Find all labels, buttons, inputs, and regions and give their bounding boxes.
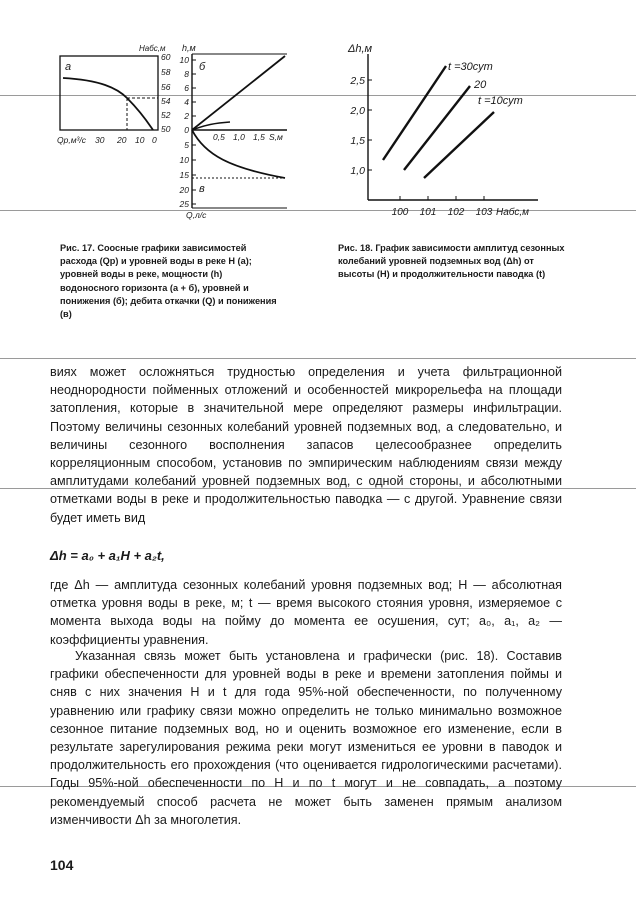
- svg-text:6: 6: [184, 83, 189, 93]
- paragraph-2: где Δh — амплитуда сезонных колебаний уровня подземных вод; H — абсолютная отметка уровня воды в реке, м; t — время высокого стояния уровня, измеряемое с момента выхода воды на пойму до момента ее осушения, сут; a₀, a₁, a₂ — коэффициенты уравнения.: [50, 578, 562, 647]
- svg-text:1,0: 1,0: [350, 165, 365, 177]
- fig18-line-t20: [404, 86, 470, 170]
- svg-text:S,м: S,м: [269, 132, 283, 142]
- fig17-y-label: h,м: [182, 43, 196, 53]
- fig17-line-b: [192, 56, 285, 130]
- fig18-x-tick-labels: [392, 207, 493, 218]
- fig17-label-b: б: [199, 61, 206, 73]
- svg-text:103: 103: [475, 207, 493, 218]
- fig18-label-t20: 20: [474, 79, 487, 91]
- fig18-x-label: Hабс,м: [496, 207, 530, 218]
- svg-text:4: 4: [184, 97, 189, 107]
- svg-text:101: 101: [419, 207, 437, 218]
- svg-text:1,5: 1,5: [350, 135, 365, 147]
- fig17-left-xticks: [57, 135, 157, 145]
- svg-text:Hабс,м: Hабс,м: [139, 44, 166, 53]
- svg-text:0: 0: [184, 125, 189, 135]
- figure-18-caption: Рис. 18. График зависимости амплитуд сезонных колебаний уровней подземных вод (Δh) от высоты (H) и продолжительности паводка (t): [338, 243, 565, 280]
- svg-text:10: 10: [179, 155, 189, 165]
- svg-text:50: 50: [161, 124, 171, 134]
- fig17-bottom-tick-labels: [179, 140, 190, 209]
- svg-text:60: 60: [161, 52, 171, 62]
- svg-text:56: 56: [161, 82, 171, 92]
- fig17-left-frame: [60, 56, 158, 130]
- svg-text:10: 10: [135, 135, 145, 145]
- fig17-curve-a: [63, 78, 153, 130]
- fig17-right-ticks: [139, 44, 171, 134]
- fig18-label-t30: t =30сут: [448, 61, 493, 73]
- fig18-y-label: Δh,м: [348, 43, 373, 55]
- fig17-q-label: Q,л/с: [186, 210, 207, 220]
- svg-text:15: 15: [179, 170, 189, 180]
- scan-line: [0, 358, 636, 359]
- svg-text:52: 52: [161, 110, 171, 120]
- svg-text:10: 10: [179, 55, 189, 65]
- equation: Δh = a₀ + a₁H + a₂t,: [50, 548, 165, 563]
- svg-text:8: 8: [184, 69, 189, 79]
- fig18-line-t30: [383, 66, 446, 160]
- svg-text:25: 25: [179, 199, 189, 209]
- svg-text:54: 54: [161, 96, 171, 106]
- svg-text:5: 5: [184, 140, 189, 150]
- figure-18: [338, 40, 588, 230]
- svg-text:58: 58: [161, 67, 171, 77]
- svg-text:102: 102: [447, 207, 465, 218]
- fig18-y-tick-labels: [349, 75, 365, 177]
- svg-text:1,0: 1,0: [233, 132, 245, 142]
- svg-text:20: 20: [179, 185, 189, 195]
- svg-text:100: 100: [391, 207, 409, 218]
- svg-text:2,5: 2,5: [350, 75, 365, 87]
- svg-text:2: 2: [184, 111, 189, 121]
- svg-text:30: 30: [95, 135, 105, 145]
- fig17-left-label: а: [65, 61, 72, 73]
- svg-text:0,5: 0,5: [213, 132, 225, 142]
- fig18-line-t10: [424, 112, 494, 178]
- figure-17: [55, 40, 295, 230]
- paragraph-1: виях может осложняться трудностью определения и учета фильтрационной неоднородности пойменных отложений и особенностей микрорельефа на площади затопления, которые в значительной мере определяют размеры инфильтрации. Поэтому величины сезонных колебаний уровней подземных вод, а следовательно, и величины сезонного восполнения запасов целесообразнее определить корреляционным способом, установив по эмпирическим наблюдениям связи между амплитудами колебаний уровней подземных вод, с одной стороны, и абсолютными отметками воды в реке и продолжительностью паводка — с другой. Уравнение связи будет иметь вид: [50, 365, 562, 525]
- svg-text:1,5: 1,5: [253, 132, 265, 142]
- svg-text:2,0: 2,0: [350, 105, 365, 117]
- fig18-label-t10: t =10сут: [478, 95, 523, 107]
- fig17-x-tick-labels: [213, 132, 283, 142]
- paragraph-3: Указанная связь может быть установлена и графически (рис. 18). Составив графики обеспеченности для уровней воды в реке и времени затопления поймы и сняв с них значения H и t для года 95%-ной обеспеченности, по полученному уравнению или графику связи можно определить не только минимально возможное сезонное питание подземных вод, но и оценить возможное его изменение, если в результате зарегулирования режима реки могут измениться ее уровни в паводок и продолжительность его прохождения (что оценивается гидрологическими расчетами). Годы 95%-ной обеспеченности по H и по t могут и не совпадать, а поэтому рекомендуемый способ расчета не может быть заменен прямым анализом изменчивости Δh за многолетия.: [50, 649, 562, 827]
- fig17-top-tick-labels: [180, 55, 190, 135]
- svg-text:0: 0: [152, 135, 157, 145]
- page-number: 104: [50, 857, 74, 873]
- svg-text:20: 20: [117, 135, 127, 145]
- figure-17-caption: Рис. 17. Соосные графики зависимостей расхода (Qр) и уровней воды в реке H (а); уровней воды в реке, мощности (h) водоносного горизонта (а + б), уровней и понижения (б); дебита откачки (Q) и понижения (в): [60, 243, 277, 320]
- svg-text:Qр,м³/с: Qр,м³/с: [57, 135, 86, 145]
- fig17-label-v: в: [199, 183, 205, 195]
